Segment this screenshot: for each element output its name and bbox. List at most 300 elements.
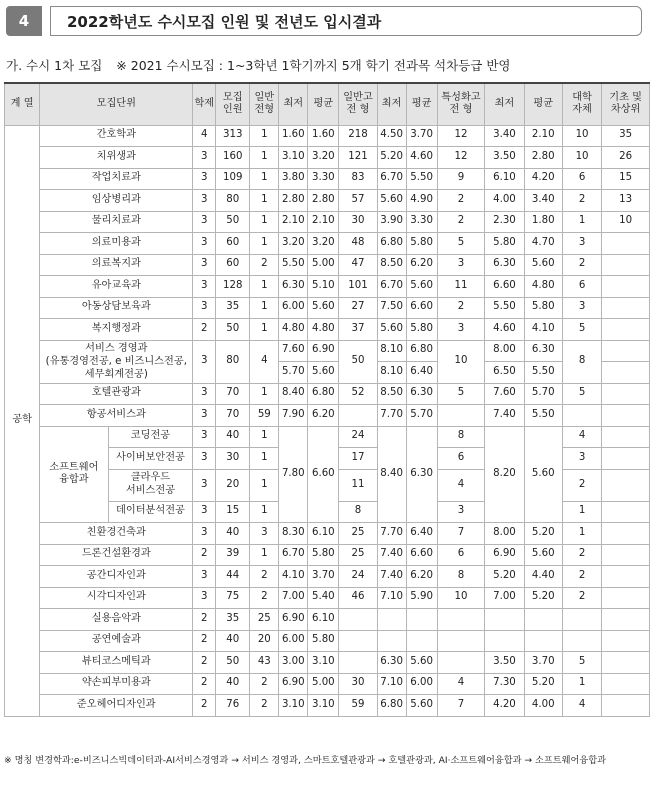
table-header-row [5, 83, 650, 125]
cell-sp: 4 [437, 469, 485, 501]
cell-smin [485, 609, 524, 631]
cell-years: 3 [193, 448, 216, 470]
unit-name: 시각디자인과 [40, 587, 193, 609]
cell-havg: 5.80 [406, 233, 437, 255]
table-row [5, 168, 650, 190]
major-name: 사이버보안전공 [108, 448, 193, 470]
cell-hs [339, 652, 377, 674]
cell-gavg: 6.80 [308, 383, 339, 405]
table-row [5, 405, 650, 427]
cell-own: 6 [562, 168, 601, 190]
cell-quota: 40 [216, 523, 250, 545]
cell-years: 3 [193, 383, 216, 405]
cell-gavg: 6.60 [308, 426, 339, 523]
cell-basic: 13 [602, 190, 650, 212]
cell-years: 2 [193, 673, 216, 695]
cell-gmin: 8.40 [279, 383, 308, 405]
cell-hs: 57 [339, 190, 377, 212]
cell-hmin: 7.70 [377, 405, 406, 427]
major-name: 데이터분석전공 [108, 501, 193, 523]
cell-gmin: 2.80 [279, 190, 308, 212]
table-row [5, 254, 650, 276]
cell-gen: 1 [250, 469, 279, 501]
unit-name: 간호학과 [40, 125, 193, 147]
cell-quota: 109 [216, 168, 250, 190]
cell-basic [602, 276, 650, 298]
header-college-own: 대학 자체 [562, 83, 601, 125]
cell-gmin: 3.80 [279, 168, 308, 190]
cell-smin: 6.50 [485, 362, 524, 384]
cell-savg: 2.10 [524, 125, 562, 147]
cell-hmin: 8.10 [377, 340, 406, 362]
unit-name: 유아교육과 [40, 276, 193, 298]
cell-hmin: 7.10 [377, 673, 406, 695]
cell-gmin: 7.60 [279, 340, 308, 362]
cell-gmin: 6.00 [279, 630, 308, 652]
unit-name: 공연예술과 [40, 630, 193, 652]
cell-quota: 39 [216, 544, 250, 566]
cell-sp: 7 [437, 523, 485, 545]
cell-gen: 1 [250, 319, 279, 341]
cell-hs: 37 [339, 319, 377, 341]
cell-smin: 5.50 [485, 297, 524, 319]
cell-gavg: 3.10 [308, 652, 339, 674]
cell-years: 3 [193, 469, 216, 501]
cell-smin: 3.50 [485, 652, 524, 674]
cell-own: 2 [562, 469, 601, 501]
cell-hs: 17 [339, 448, 377, 470]
header-avg: 평균 [406, 83, 437, 125]
cell-years: 2 [193, 319, 216, 341]
cell-gen: 1 [250, 147, 279, 169]
cell-gavg: 3.30 [308, 168, 339, 190]
table-row [5, 190, 650, 212]
cell-smin: 7.40 [485, 405, 524, 427]
cell-sp: 3 [437, 319, 485, 341]
cell-hs [339, 405, 377, 427]
cell-gen: 1 [250, 448, 279, 470]
cell-basic: 26 [602, 147, 650, 169]
cell-quota: 80 [216, 340, 250, 383]
cell-gavg: 5.60 [308, 297, 339, 319]
cell-gavg: 3.10 [308, 695, 339, 717]
cell-smin: 8.00 [485, 340, 524, 362]
cell-havg: 5.60 [406, 695, 437, 717]
cell-gavg: 2.10 [308, 211, 339, 233]
cell-years: 2 [193, 609, 216, 631]
cell-hs: 30 [339, 211, 377, 233]
cell-havg: 6.20 [406, 566, 437, 588]
cell-smin: 4.00 [485, 190, 524, 212]
cell-quota: 75 [216, 587, 250, 609]
cell-own: 5 [562, 319, 601, 341]
cell-savg: 4.40 [524, 566, 562, 588]
cell-quota: 30 [216, 448, 250, 470]
table-row [5, 652, 650, 674]
cell-gmin: 6.30 [279, 276, 308, 298]
cell-hmin: 7.40 [377, 544, 406, 566]
cell-gavg: 6.90 [308, 340, 339, 362]
cell-savg: 4.10 [524, 319, 562, 341]
cell-sp: 10 [437, 587, 485, 609]
table-row [5, 383, 650, 405]
cell-sp: 3 [437, 254, 485, 276]
cell-hs: 83 [339, 168, 377, 190]
cell-havg: 6.00 [406, 673, 437, 695]
cell-gmin: 7.00 [279, 587, 308, 609]
cell-basic [602, 609, 650, 631]
subtitle-main: 가. 수시 1차 모집 [6, 58, 103, 73]
cell-savg: 6.30 [524, 340, 562, 362]
cell-gavg: 4.80 [308, 319, 339, 341]
cell-gen: 1 [250, 276, 279, 298]
cell-own: 1 [562, 523, 601, 545]
cell-hmin: 6.70 [377, 168, 406, 190]
cell-gavg: 3.20 [308, 233, 339, 255]
cell-years: 3 [193, 523, 216, 545]
cell-gavg: 2.80 [308, 190, 339, 212]
cell-havg: 6.60 [406, 297, 437, 319]
cell-sp: 2 [437, 211, 485, 233]
cell-quota: 160 [216, 147, 250, 169]
section-number: 4 [6, 6, 42, 36]
cell-hmin [377, 609, 406, 631]
cell-sp: 2 [437, 297, 485, 319]
cell-quota: 128 [216, 276, 250, 298]
cell-basic [602, 362, 650, 384]
table-row [5, 609, 650, 631]
cell-basic [602, 319, 650, 341]
cell-own [562, 630, 601, 652]
cell-basic [602, 340, 650, 362]
cell-smin: 3.40 [485, 125, 524, 147]
cell-quota: 44 [216, 566, 250, 588]
cell-basic [602, 673, 650, 695]
cell-smin: 6.10 [485, 168, 524, 190]
cell-gavg: 5.00 [308, 673, 339, 695]
header-min: 최저 [377, 83, 406, 125]
unit-name: 임상병리과 [40, 190, 193, 212]
cell-hmin: 6.30 [377, 652, 406, 674]
cell-havg [406, 609, 437, 631]
cell-own: 5 [562, 383, 601, 405]
cell-havg: 4.90 [406, 190, 437, 212]
cell-gen: 1 [250, 383, 279, 405]
cell-basic [602, 501, 650, 523]
cell-gmin: 6.90 [279, 609, 308, 631]
table-row [5, 233, 650, 255]
cell-basic [602, 254, 650, 276]
cell-hmin: 7.40 [377, 566, 406, 588]
cell-gmin: 7.90 [279, 405, 308, 427]
cell-hmin: 7.70 [377, 523, 406, 545]
cell-savg: 4.20 [524, 168, 562, 190]
cell-years: 3 [193, 566, 216, 588]
cell-havg: 6.80 [406, 340, 437, 362]
cell-gen: 25 [250, 609, 279, 631]
cell-sp: 3 [437, 501, 485, 523]
cell-gen: 1 [250, 211, 279, 233]
cell-savg: 2.80 [524, 147, 562, 169]
cell-savg: 5.60 [524, 426, 562, 523]
cell-hmin: 7.50 [377, 297, 406, 319]
cell-havg: 5.80 [406, 319, 437, 341]
unit-name: 서비스 경영과 (유통경영전공, e 비즈니스전공, 세무회계전공) [40, 340, 193, 383]
cell-quota: 40 [216, 673, 250, 695]
cell-own: 4 [562, 695, 601, 717]
cell-gen: 1 [250, 168, 279, 190]
cell-smin: 6.60 [485, 276, 524, 298]
cell-sp: 7 [437, 695, 485, 717]
cell-gen: 1 [250, 544, 279, 566]
cell-smin: 5.20 [485, 566, 524, 588]
cell-years: 3 [193, 168, 216, 190]
cell-smin: 6.90 [485, 544, 524, 566]
cell-basic [602, 652, 650, 674]
cell-own: 2 [562, 190, 601, 212]
cell-hs: 47 [339, 254, 377, 276]
cell-sp: 2 [437, 190, 485, 212]
cell-basic [602, 587, 650, 609]
header-avg: 평균 [308, 83, 339, 125]
cell-basic [602, 523, 650, 545]
cell-hmin: 5.20 [377, 147, 406, 169]
cell-gmin: 5.70 [279, 362, 308, 384]
cell-years: 2 [193, 630, 216, 652]
cell-gavg: 5.10 [308, 276, 339, 298]
header-unit: 모집단위 [40, 83, 193, 125]
cell-smin: 2.30 [485, 211, 524, 233]
unit-name: 치위생과 [40, 147, 193, 169]
unit-name: 실용음악과 [40, 609, 193, 631]
cell-own: 1 [562, 673, 601, 695]
cell-basic [602, 695, 650, 717]
cell-quota: 15 [216, 501, 250, 523]
cell-gmin: 3.00 [279, 652, 308, 674]
cell-years: 3 [193, 147, 216, 169]
cell-havg: 6.40 [406, 362, 437, 384]
cell-basic [602, 297, 650, 319]
unit-name: 뷰티코스메틱과 [40, 652, 193, 674]
cell-savg: 5.50 [524, 405, 562, 427]
cell-quota: 20 [216, 469, 250, 501]
cell-sp: 12 [437, 147, 485, 169]
cell-basic: 15 [602, 168, 650, 190]
cell-quota: 35 [216, 609, 250, 631]
cell-own: 10 [562, 147, 601, 169]
cell-quota: 313 [216, 125, 250, 147]
cell-gen: 1 [250, 233, 279, 255]
cell-years: 3 [193, 426, 216, 448]
cell-hmin: 3.90 [377, 211, 406, 233]
cell-gavg: 3.20 [308, 147, 339, 169]
cell-gmin: 6.90 [279, 673, 308, 695]
cell-smin: 7.00 [485, 587, 524, 609]
cell-own: 2 [562, 254, 601, 276]
cell-gen: 1 [250, 426, 279, 448]
cell-hs: 50 [339, 340, 377, 383]
subtitle-note: ※ 2021 수시모집 : 1~3학년 1학기까지 5개 학기 전과목 석차등급 반영 [116, 58, 511, 73]
cell-savg: 3.40 [524, 190, 562, 212]
cell-hmin: 7.10 [377, 587, 406, 609]
table-row [5, 630, 650, 652]
unit-name: 친환경건축과 [40, 523, 193, 545]
cell-gavg: 5.80 [308, 630, 339, 652]
table-row [5, 673, 650, 695]
cell-havg: 3.70 [406, 125, 437, 147]
cell-basic [602, 630, 650, 652]
cell-gen: 2 [250, 695, 279, 717]
cell-years: 2 [193, 695, 216, 717]
cell-hs: 101 [339, 276, 377, 298]
cell-hmin: 5.60 [377, 190, 406, 212]
cell-gen: 4 [250, 340, 279, 383]
cell-havg: 6.30 [406, 383, 437, 405]
table-row [5, 319, 650, 341]
group-name: 소프트웨어 융합과 [40, 426, 108, 523]
table-row [5, 426, 650, 448]
cell-hmin: 6.70 [377, 276, 406, 298]
cell-quota: 60 [216, 254, 250, 276]
cell-sp: 12 [437, 125, 485, 147]
cell-own: 2 [562, 544, 601, 566]
cell-havg: 5.60 [406, 652, 437, 674]
cell-gavg: 3.70 [308, 566, 339, 588]
cell-gen: 1 [250, 501, 279, 523]
cell-basic [602, 383, 650, 405]
cell-havg: 6.40 [406, 523, 437, 545]
cell-savg: 5.80 [524, 297, 562, 319]
cell-basic [602, 566, 650, 588]
cell-sp: 8 [437, 566, 485, 588]
cell-savg: 5.20 [524, 587, 562, 609]
cell-smin: 4.60 [485, 319, 524, 341]
unit-name: 약손피부미용과 [40, 673, 193, 695]
cell-smin: 3.50 [485, 147, 524, 169]
cell-gen: 2 [250, 587, 279, 609]
subtitle [6, 56, 510, 74]
cell-gen: 2 [250, 673, 279, 695]
cell-gen: 1 [250, 125, 279, 147]
cell-own: 4 [562, 426, 601, 448]
cell-basic [602, 544, 650, 566]
cell-savg: 5.60 [524, 544, 562, 566]
cell-savg [524, 630, 562, 652]
cell-sp [437, 630, 485, 652]
cell-basic [602, 233, 650, 255]
cell-gen: 2 [250, 566, 279, 588]
table-row [5, 523, 650, 545]
cell-smin: 8.00 [485, 523, 524, 545]
section-header [6, 6, 642, 36]
cell-gmin: 5.50 [279, 254, 308, 276]
cell-sp: 6 [437, 544, 485, 566]
cell-hmin: 5.60 [377, 319, 406, 341]
header-min: 최저 [485, 83, 524, 125]
cell-savg [524, 609, 562, 631]
cell-smin: 4.20 [485, 695, 524, 717]
cell-quota: 70 [216, 383, 250, 405]
table-row [5, 297, 650, 319]
header-quota: 모집 인원 [216, 83, 250, 125]
cell-years: 3 [193, 254, 216, 276]
cell-savg: 3.70 [524, 652, 562, 674]
cell-gavg: 5.40 [308, 587, 339, 609]
cell-years: 3 [193, 233, 216, 255]
cell-hs: 121 [339, 147, 377, 169]
cell-hs [339, 609, 377, 631]
cell-basic [602, 426, 650, 448]
cell-years: 3 [193, 211, 216, 233]
cell-gavg: 6.20 [308, 405, 339, 427]
cell-gmin: 8.30 [279, 523, 308, 545]
cell-hs: 8 [339, 501, 377, 523]
unit-name: 의료복지과 [40, 254, 193, 276]
cell-years: 3 [193, 340, 216, 383]
header-years: 학제 [193, 83, 216, 125]
cell-basic [602, 405, 650, 427]
cell-gen: 1 [250, 190, 279, 212]
cell-own: 1 [562, 501, 601, 523]
cell-years: 4 [193, 125, 216, 147]
cell-gen: 20 [250, 630, 279, 652]
cell-years: 3 [193, 405, 216, 427]
cell-own: 2 [562, 566, 601, 588]
unit-name: 물리치료과 [40, 211, 193, 233]
cell-savg: 4.80 [524, 276, 562, 298]
cell-hmin: 8.50 [377, 383, 406, 405]
cell-savg: 5.70 [524, 383, 562, 405]
cell-gmin: 6.00 [279, 297, 308, 319]
cell-quota: 40 [216, 630, 250, 652]
cell-gavg: 6.10 [308, 523, 339, 545]
cell-gen: 1 [250, 297, 279, 319]
cell-gen: 3 [250, 523, 279, 545]
cell-gavg: 5.00 [308, 254, 339, 276]
cell-sp: 5 [437, 233, 485, 255]
cell-havg: 4.60 [406, 147, 437, 169]
cell-hmin: 6.80 [377, 233, 406, 255]
cell-years: 3 [193, 276, 216, 298]
cell-havg: 5.50 [406, 168, 437, 190]
unit-name: 준오헤어디자인과 [40, 695, 193, 717]
admission-table [4, 82, 650, 717]
cell-own: 3 [562, 233, 601, 255]
table-row [5, 147, 650, 169]
unit-name: 호텔관광과 [40, 383, 193, 405]
cell-sp: 11 [437, 276, 485, 298]
header-general-type: 일반 전형 [250, 83, 279, 125]
cell-quota: 70 [216, 405, 250, 427]
major-name: 코딩전공 [108, 426, 193, 448]
cell-hs: 25 [339, 523, 377, 545]
cell-hs: 24 [339, 566, 377, 588]
unit-name: 공간디자인과 [40, 566, 193, 588]
table-row [5, 125, 650, 147]
cell-own [562, 405, 601, 427]
cell-gavg: 6.10 [308, 609, 339, 631]
cell-hs: 24 [339, 426, 377, 448]
cell-years: 2 [193, 652, 216, 674]
cell-hs: 48 [339, 233, 377, 255]
cell-savg: 5.20 [524, 673, 562, 695]
cell-sp: 5 [437, 383, 485, 405]
cell-years: 3 [193, 190, 216, 212]
cell-sp: 8 [437, 426, 485, 448]
cell-smin [485, 630, 524, 652]
cell-hs: 27 [339, 297, 377, 319]
unit-name: 복지행정과 [40, 319, 193, 341]
